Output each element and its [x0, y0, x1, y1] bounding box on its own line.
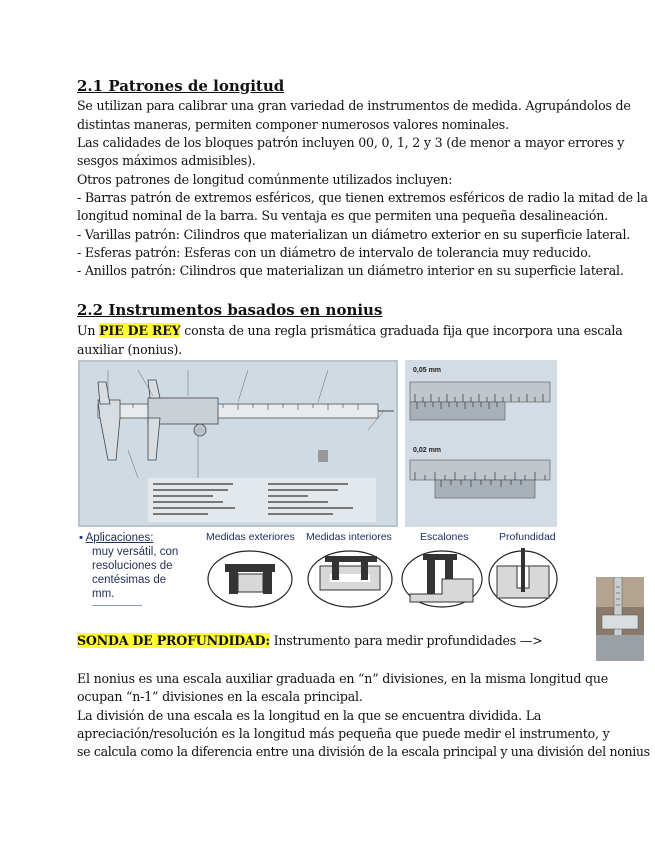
uses-illustrations — [205, 544, 561, 610]
paragraph-line: apreciación/resolución es la longitud más pequeña que puede medir el instrumento, y — [77, 726, 610, 741]
text: consta de una regla prismática graduada fija que incorpora una escala — [180, 323, 623, 338]
vernier-scale-detail — [405, 360, 557, 527]
paragraph-line: auxiliar (nonius). — [77, 342, 182, 357]
aplicaciones-block — [79, 531, 204, 606]
paragraph-line: sesgos máximos admisibles). — [77, 153, 256, 168]
paragraph-line: El nonius es una escala auxiliar graduada en “n” divisiones, en la misma longitud que — [77, 671, 609, 686]
paragraph-line: ocupan “n-1” divisiones en la escala principal. — [77, 689, 363, 704]
use-label-interiores: Medidas interiores — [306, 531, 392, 543]
list-item: - Anillos patrón: Cilindros que materializan un diámetro interior en su superficie lateral. — [77, 263, 624, 278]
list-item: - Barras patrón de extremos esféricos, que tienen extremos esféricos de radio la mitad de la — [77, 190, 648, 205]
use-illustration-interiores — [308, 551, 392, 607]
highlight-sonda: SONDA DE PROFUNDIDAD: — [77, 633, 270, 648]
vernier-label-002: 0,02 mm — [413, 447, 442, 454]
caliper-diagram — [78, 360, 398, 527]
paragraph-line — [77, 632, 543, 650]
text: Un — [77, 323, 100, 338]
aplicaciones-line: muy versátil, con — [92, 546, 179, 558]
text: Instrumento para medir profundidades —> — [269, 633, 543, 648]
list-item: - Varillas patrón: Cilindros que materializan un diámetro exterior en su superficie lateral. — [77, 227, 631, 242]
aplicaciones-line: resoluciones de — [92, 560, 173, 572]
paragraph-line: Las calidades de los bloques patrón incluyen 00, 0, 1, 2 y 3 (de menor a mayor errores y — [77, 135, 625, 150]
aplicaciones-line: mm. — [92, 588, 115, 600]
bullet-icon: ▪ — [79, 532, 86, 544]
use-label-exteriores: Medidas exteriores — [206, 531, 295, 543]
aplicaciones-title: ▪ Aplicaciones: — [79, 532, 154, 544]
list-item: longitud nominal de la barra. Su ventaja es que permiten una pequeña desalineación. — [77, 208, 608, 223]
paragraph-line: La división de una escala es la longitud en la que se encuentra dividida. La — [77, 708, 542, 723]
list-item: - Esferas patrón: Esferas con un diámetro de intervalo de tolerancia muy reducido. — [77, 245, 592, 260]
highlight-pie-de-rey: PIE DE REY — [99, 323, 181, 338]
use-illustration-escalones — [402, 551, 482, 607]
paragraph-line: Se utilizan para calibrar una gran variedad de instrumentos de medida. Agrupándolos de — [77, 98, 631, 113]
section-heading-nonius: 2.2 Instrumentos basados en nonius — [77, 301, 383, 319]
depth-probe-photo — [596, 577, 644, 661]
paragraph-line: Otros patrones de longitud comúnmente utilizados incluyen: — [77, 172, 453, 187]
use-illustration-profundidad — [489, 548, 557, 607]
use-illustration-exteriores — [208, 551, 292, 607]
paragraph-line: se calcula como la diferencia entre una división de la escala principal y una división del nonius — [77, 744, 650, 759]
paragraph-line — [77, 322, 623, 340]
use-label-escalones: Escalones — [420, 531, 469, 543]
vernier-label-005: 0,05 mm — [413, 367, 442, 374]
section-heading-patrones: 2.1 Patrones de longitud — [77, 77, 285, 95]
use-label-profundidad: Profundidad — [499, 531, 556, 543]
aplicaciones-line: centésimas de — [92, 574, 167, 586]
divider — [92, 605, 142, 606]
paragraph-line: distintas maneras, permiten componer numerosos valores nominales. — [77, 117, 509, 132]
